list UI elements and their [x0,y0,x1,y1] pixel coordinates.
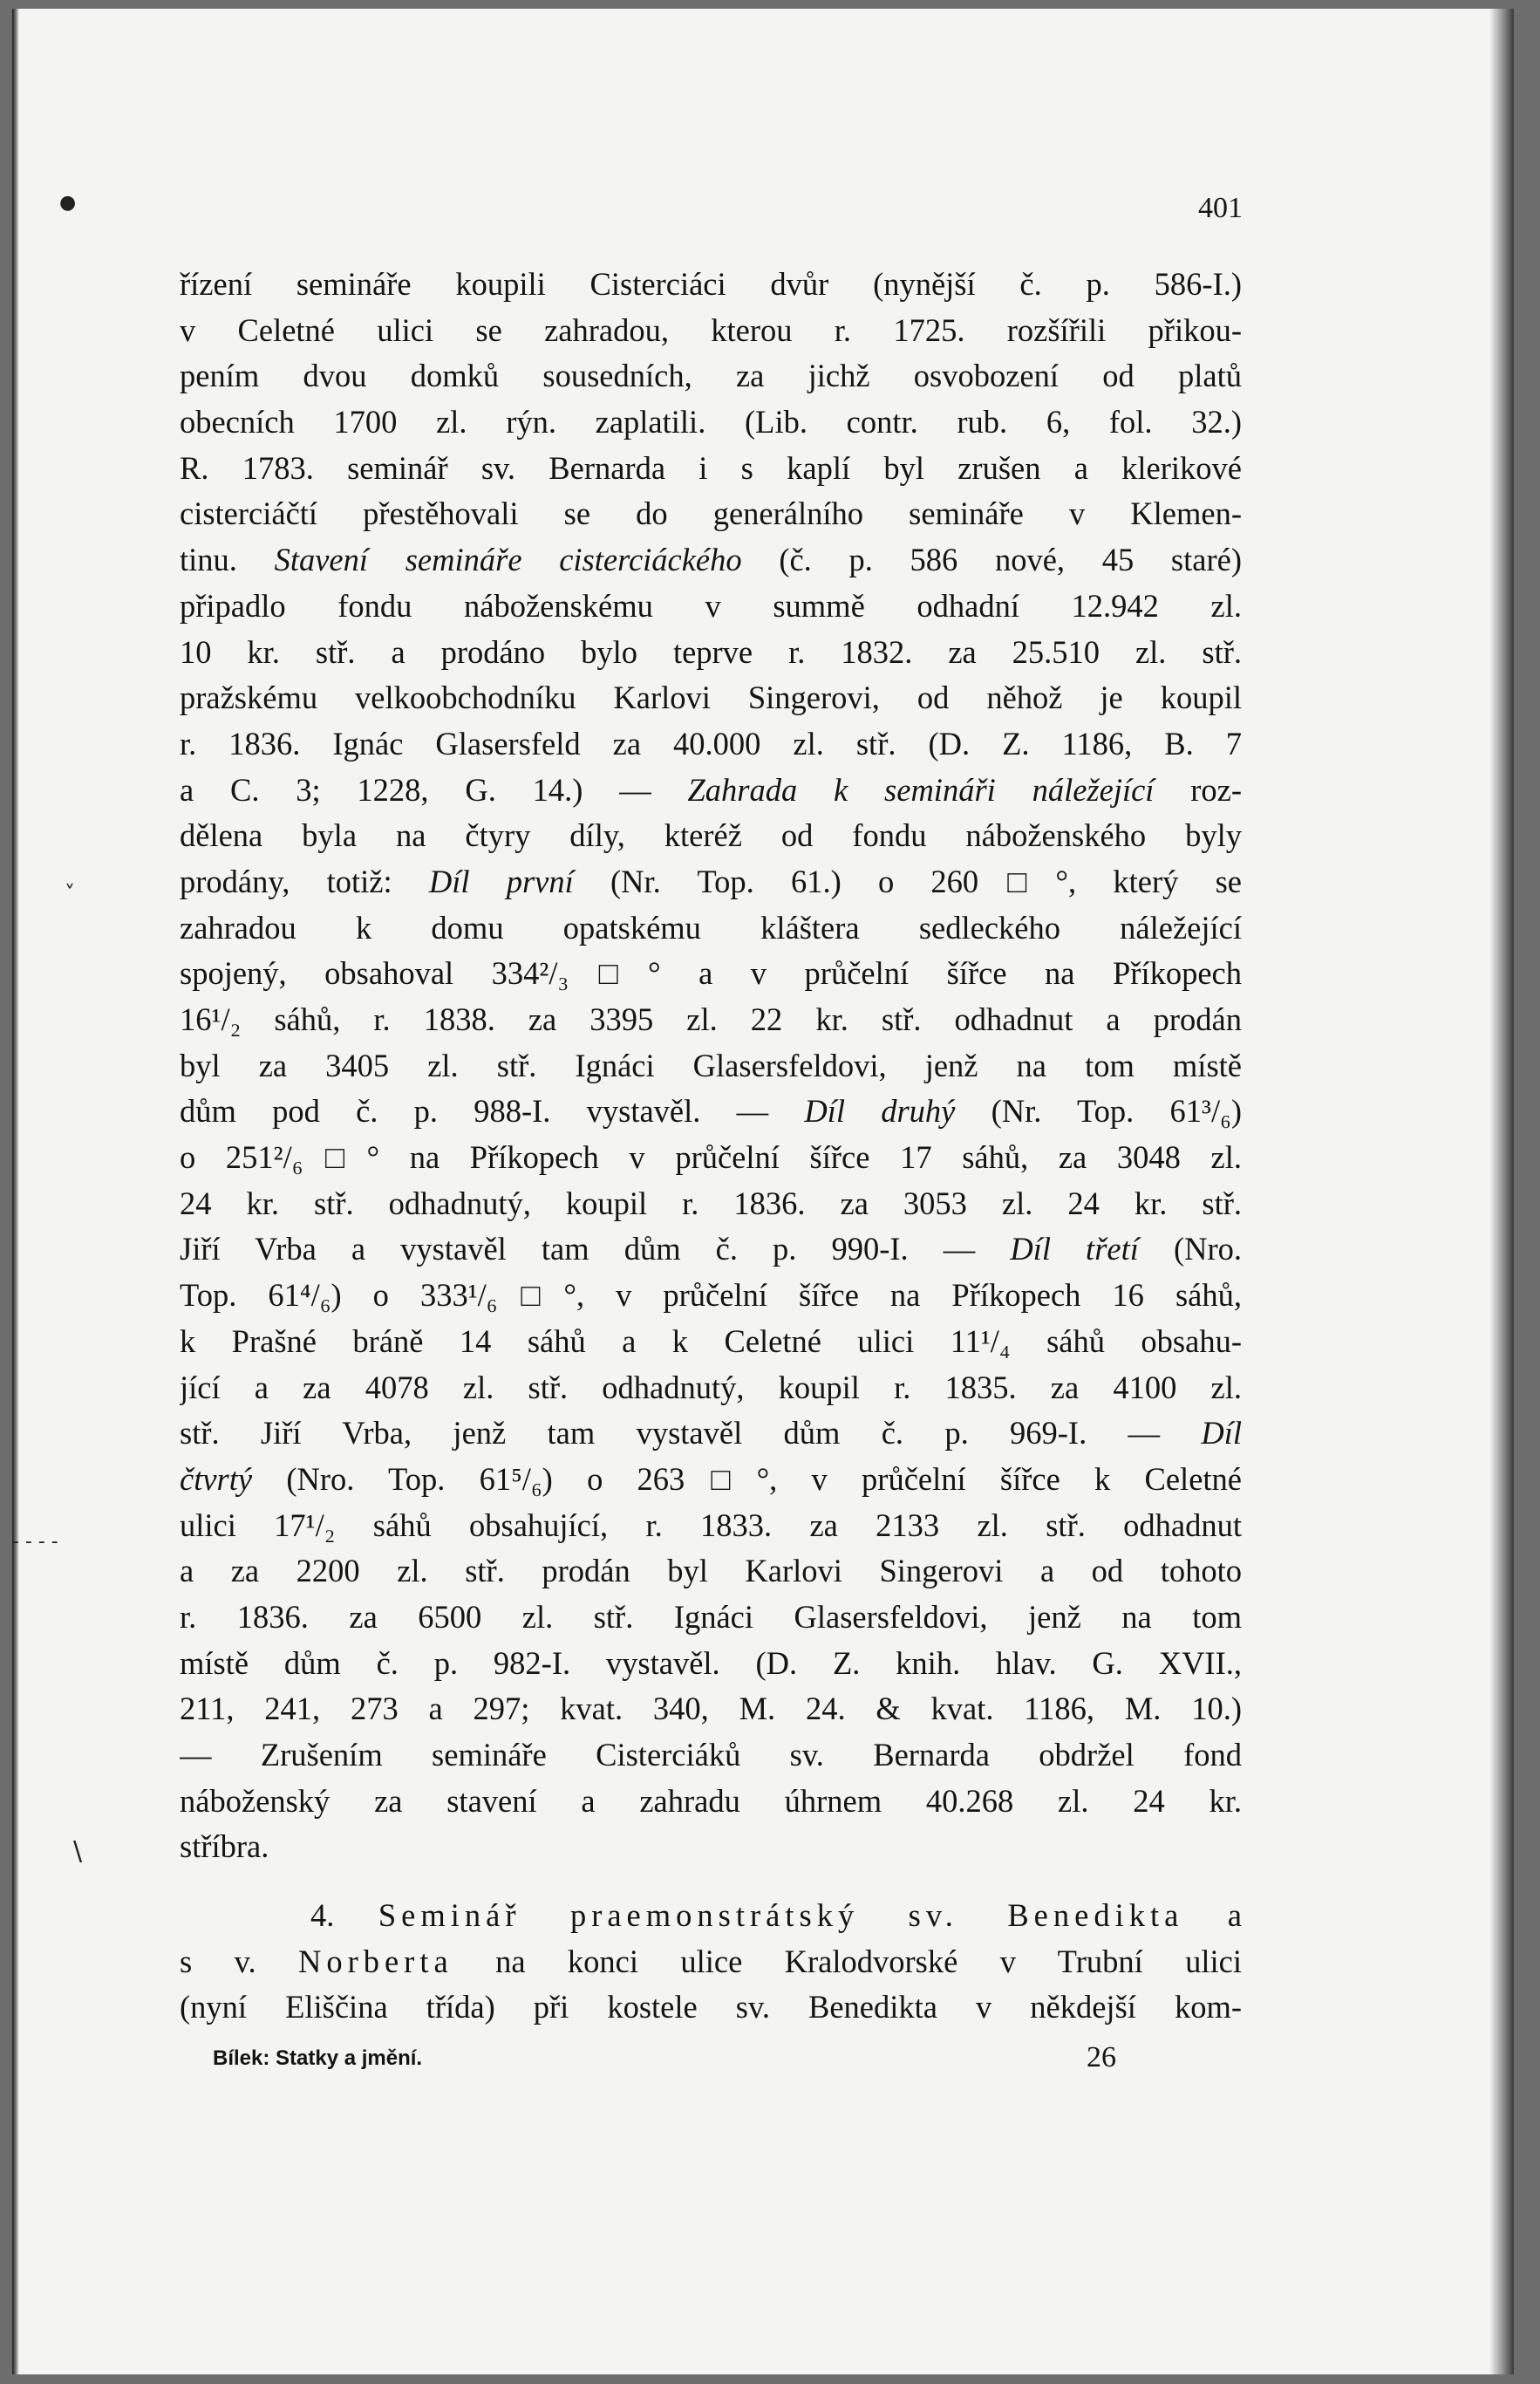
text-line: R. 1783. seminář sv. Bernarda i s kaplí byl zrušen a klerikové [180,449,1242,486]
text-line: pením dvou domků sousedních, za jichž osvobození od platů [180,358,1242,394]
text-line: náboženský za stavení a zahradu úhrnem 40.268 zl. 24 kr. [180,1782,1242,1819]
text-line: připadlo fondu náboženskému v summě odhadní 12.942 zl. [180,587,1242,624]
text-line: čtvrtý (Nro. Top. 61⁵/₆) o 263□°, v průčelní šířce k Celetné [180,1460,1242,1497]
paragraph-gap [180,1870,1242,1893]
footer-signature: Bílek: Statky a jmění. [213,2046,423,2070]
text-line: a za 2200 zl. stř. prodán byl Karlovi Singerovi a od tohoto [180,1553,1242,1589]
section-heading-line: 4. Seminář praemonstrátský sv. Benedikta a [310,1897,1242,1934]
text-line: k Prašné bráně 14 sáhů a k Celetné ulici 11¹/₄ sáhů obsahu- [180,1322,1242,1359]
text-line: — Zrušením semináře Cisterciáků sv. Bernarda obdržel fond [180,1737,1242,1773]
text-line: pražskému velkoobchodníku Karlovi Singerovi, od něhož je koupil [180,680,1242,716]
text-line: stříbra. [180,1828,269,1865]
text-line: Top. 61⁴/₆) o 333¹/₆□°, v průčelní šířce na Příkopech 16 sáhů, [180,1277,1242,1314]
text-line: 10 kr. stř. a prodáno bylo teprve r. 1832. za 25.510 zl. stř. [180,633,1242,670]
text-line: byl za 3405 zl. stř. Ignáci Glasersfeldovi, jenž na tom místě [180,1047,1242,1083]
page-number: 401 [1198,192,1243,224]
text-line: spojený, obsahoval 334²/₃□° a v průčelní šířce na Příkopech [180,955,1242,992]
text-line: místě dům č. p. 982-I. vystavěl. (D. Z. knih. hlav. G. XVII., [180,1644,1242,1681]
text-line: a C. 3; 1228, G. 14.) — Zahrada k semináři náležející roz- [180,771,1242,808]
text-line: v Celetné ulici se zahradou, kterou r. 1725. rozšířili přikou- [180,311,1242,348]
text-line: cisterciáčtí přestěhovali se do generálního semináře v Klemen- [180,495,1242,532]
text-line: dělena byla na čtyry díly, kteréž od fondu náboženského byly [180,817,1242,854]
text-line: r. 1836. za 6500 zl. stř. Ignáci Glasersfeldovi, jenž na tom [180,1598,1242,1635]
body-text [180,262,1242,2031]
page-left-edge [12,9,19,2374]
text-line: prodány, totiž: Díl první (Nr. Top. 61.) o 260□°, který se [180,863,1242,899]
book-page [12,9,1514,2374]
text-line: dům pod č. p. 988-I. vystavěl. — Díl druhý (Nr. Top. 61³/₆) [180,1093,1242,1130]
text-line: jící a za 4078 zl. stř. odhadnutý, koupil r. 1835. za 4100 zl. [180,1369,1242,1405]
text-line: (nyní Eliščina třída) při kostele sv. Benedikta v někdejší kom- [180,1989,1242,2025]
text-line: řízení semináře koupili Cisterciáci dvůr (nynější č. p. 586-I.) [180,266,1242,302]
text-line: obecních 1700 zl. rýn. zaplatili. (Lib. contr. rub. 6, fol. 32.) [180,404,1242,441]
text-line: 24 kr. stř. odhadnutý, koupil r. 1836. za 3053 zl. 24 kr. stř. [180,1185,1242,1221]
text-line: Jiří Vrba a vystavěl tam dům č. p. 990-I. — Díl třetí (Nro. [180,1231,1242,1267]
text-line: ulici 17¹/₂ sáhů obsahující, r. 1833. za 2133 zl. stř. odhadnut [180,1506,1242,1543]
text-line: s v. Norberta na konci ulice Kralodvorské v Trubní ulici [180,1943,1242,1979]
margin-mark-dash: - - - - [12,1531,58,1553]
page-right-edge [1489,9,1514,2374]
text-line: r. 1836. Ignác Glasersfeld za 40.000 zl. stř. (D. Z. 1186, B. 7 [180,725,1242,762]
text-line: zahradou k domu opatskému kláštera sedleckého náležející [180,909,1242,946]
text-line: stř. Jiří Vrba, jenž tam vystavěl dům č. p. 969-I. — Díl [180,1415,1242,1452]
text-line: 211, 241, 273 a 297; kvat. 340, M. 24. & kvat. 1186, M. 10.) [180,1691,1242,1727]
footer-sheet-number: 26 [1087,2041,1116,2073]
margin-mark-slash: \ [73,1836,83,1867]
text-line: 16¹/₂ sáhů, r. 1838. za 3395 zl. 22 kr. stř. odhadnut a prodán [180,1001,1242,1037]
text-line: tinu. Stavení semináře cisterciáckého (č. p. 586 nové, 45 staré) [180,542,1242,578]
text-line: o 251²/₆□° na Příkopech v průčelní šířce 17 sáhů, za 3048 zl. [180,1139,1242,1176]
margin-mark-tick: ˅ [65,881,75,905]
margin-mark-dot: ● [59,192,77,214]
